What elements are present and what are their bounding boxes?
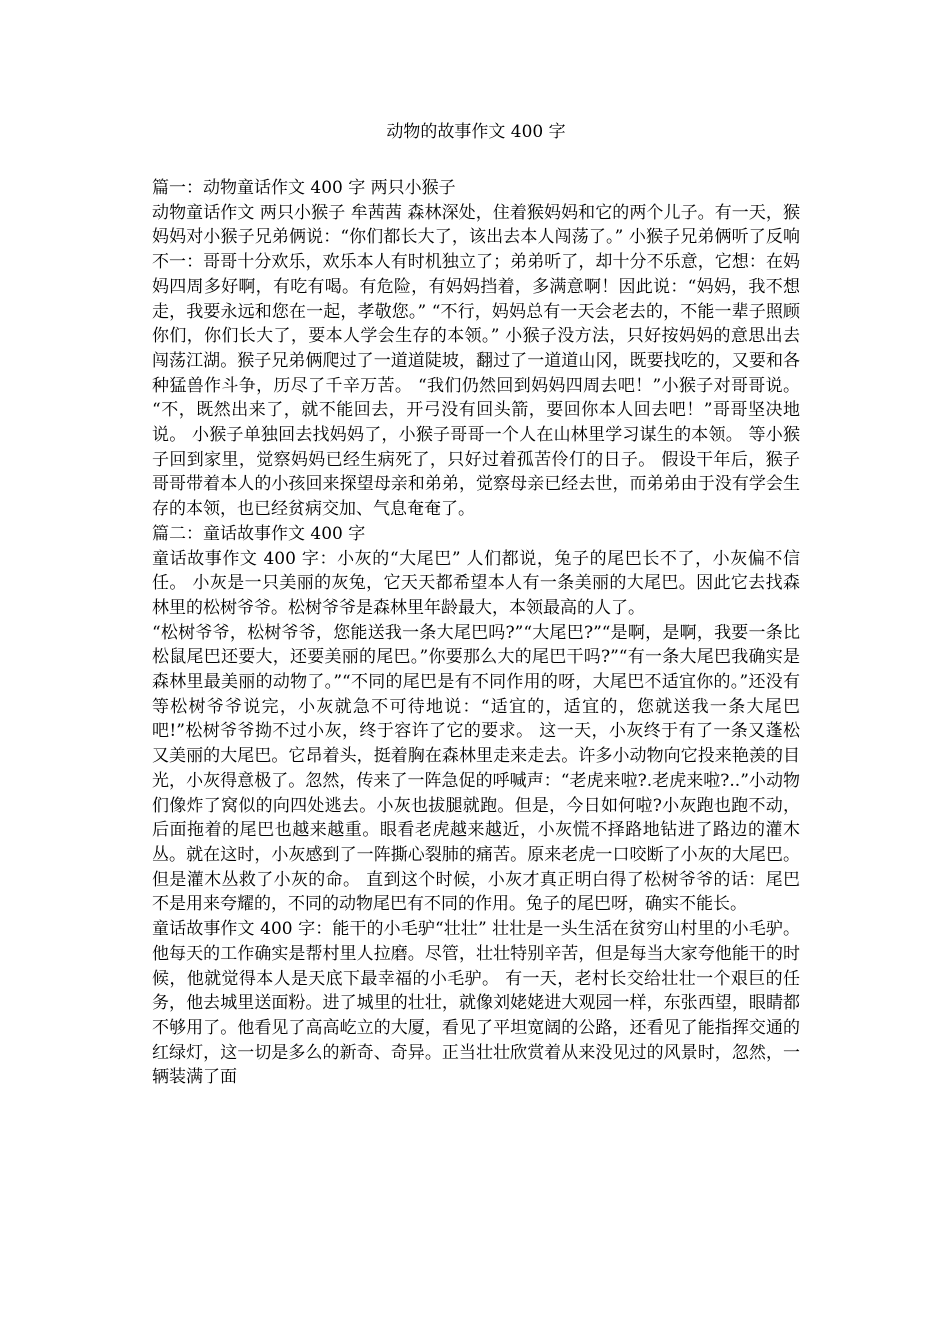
section-2-heading: 篇二：童话故事作文 400 字	[152, 523, 366, 544]
section-2-paragraph-3: 童话故事作文 400 字：能干的小毛驴“壮壮” 壮壮是一头生活在贫穷山村里的小毛驴。他每天的工作确实是帮村里人拉磨。尽管，壮壮特别辛苦，但是每当大家夸他能干的时候，他就觉得本人是天底下最幸福的小毛驴。 有一天，老村长交给壮壮一个艰巨的任务，他去城里送面粉。进了城里的壮壮，就像刘姥姥进大观园一样，东张西望，眼睛都不够用了。他看见了高高屹立的大厦，看见了平坦宽阔的公路，还看见了能指挥交通的红绿灯，这一切是多么的新奇、奇异。正当壮壮欣赏着从来没见过的风景时，忽然，一辆装满了面	[152, 919, 800, 1088]
section-2-paragraph-2: “松树爷爷，松树爷爷，您能送我一条大尾巴吗?”“大尾巴?”“是啊，是啊，我要一条比松鼠尾巴还要大，还要美丽的尾巴。”你要那么大的尾巴干吗?”“有一条大尾巴我确实是森林里最美丽的动物了。”“不同的尾巴是有不同作用的呀，大尾巴不适宜你的。”还没有等松树爷爷说完，小灰就急不可待地说：“适宜的，适宜的，您就送我一条大尾巴吧!”松树爷爷拗不过小灰，终于容许了它的要求。 这一天，小灰终于有了一条又蓬松又美丽的大尾巴。它昂着头，挺着胸在森林里走来走去。许多小动物向它投来艳羡的目光，小灰得意极了。忽然，传来了一阵急促的呼喊声：“老虎来啦?.老虎来啦?..”小动物们像炸了窝似的向四处逃去。小灰也拔腿就跑。但是，今日如何啦?小灰跑也跑不动，后面拖着的尾巴也越来越重。眼看老虎越来越近，小灰慌不择路地钻进了路边的灌木丛。就在这时，小灰感到了一阵撕心裂肺的痛苦。原来老虎一口咬断了小灰的大尾巴。但是灌木丛救了小灰的命。 直到这个时候，小灰才真正明白得了松树爷爷的话：尾巴不是用来夸耀的，不同的动物尾巴有不同的作用。兔子的尾巴呀，确实不能长。	[152, 622, 800, 915]
document-title: 动物的故事作文 400 字	[386, 122, 566, 142]
section-1-heading: 篇一：动物童话作文 400 字 两只小猴子	[152, 178, 456, 198]
document-page	[152, 120, 800, 1090]
section-1-paragraph-1: 动物童话作文 两只小猴子 牟茜茜 森林深处，住着猴妈妈和它的两个儿子。有一天，猴妈妈对小猴子兄弟俩说：“你们都长大了，该出去本人闯荡了。” 小猴子兄弟俩听了反响不一：哥哥十分欢乐，欢乐本人有时机独立了；弟弟听了，却十分不乐意，它想：在妈妈四周多好啊，有吃有喝。有危险，有妈妈挡着，多满意啊！因此说：“妈妈，我不想走，我要永远和您在一起，孝敬您。” “不行，妈妈总有一天会老去的，不能一辈子照顾你们，你们长大了，要本人学会生存的本领。” 小猴子没方法，只好按妈妈的意思出去闯荡江湖。猴子兄弟俩爬过了一道道陡坡，翻过了一道道山冈，既要找吃的，又要和各种猛兽作斗争，历尽了千辛万苦。 “我们仍然回到妈妈四周去吧！”小猴子对哥哥说。 “不，既然出来了，就不能回去，开弓没有回头箭，要回你本人回去吧！”哥哥坚决地说。 小猴子单独回去找妈妈了，小猴子哥哥一个人在山林里学习谋生的本领。 等小猴子回到家里，觉察妈妈已经生病死了，只好过着孤苦伶仃的日子。 假设干年后，猴子哥哥带着本人的小孩回来探望母亲和弟弟，觉察母亲已经去世，而弟弟由于没有学会生存的本领，也已经贫病交加、气息奄奄了。	[152, 202, 800, 520]
section-2-paragraph-1: 童话故事作文 400 字：小灰的“大尾巴” 人们都说，兔子的尾巴长不了，小灰偏不信任。 小灰是一只美丽的灰兔，它天天都希望本人有一条美丽的大尾巴。因此它去找森林里的松树爷爷。松树爷爷是森林里年龄最大，本领最高的人了。	[152, 548, 800, 618]
